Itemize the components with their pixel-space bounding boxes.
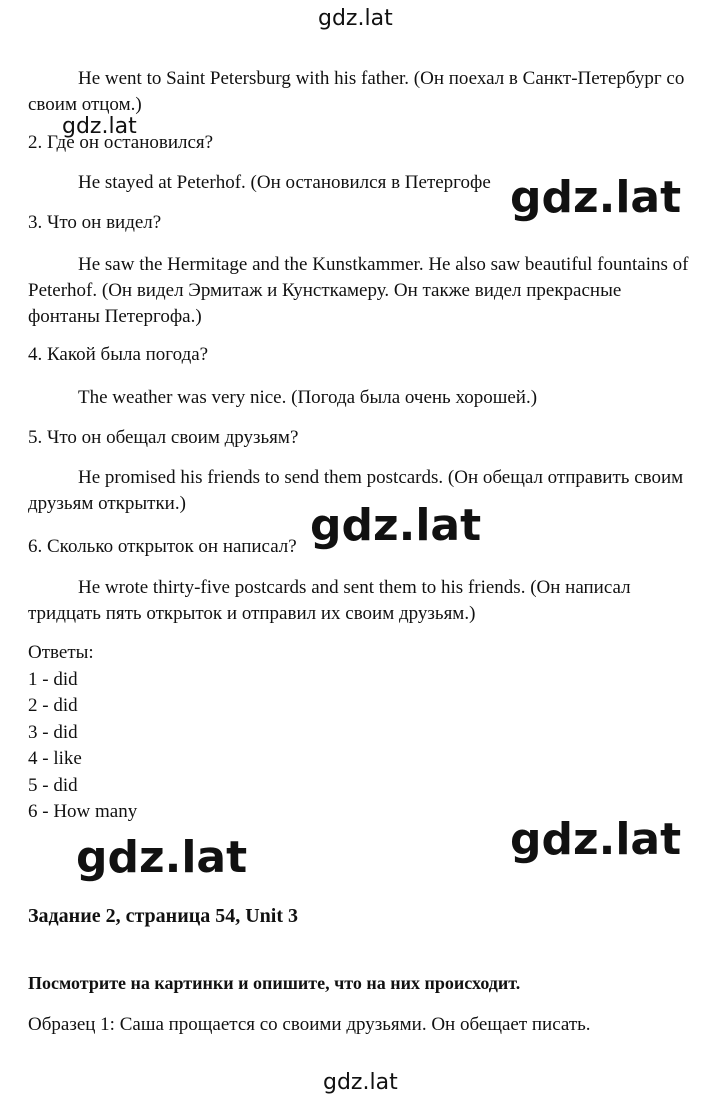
question-2: 2. Где он остановился? bbox=[28, 132, 214, 153]
answer-item: 6 - How many bbox=[28, 801, 138, 822]
answer-item: 1 - did bbox=[28, 668, 78, 690]
watermark-big-3: gdz.lat bbox=[510, 814, 682, 865]
question-6: 6. Сколько открыток он написал? bbox=[28, 536, 297, 557]
watermark-big-4: gdz.lat bbox=[76, 832, 248, 883]
answers-list bbox=[28, 640, 137, 826]
watermark-bottom: gdz.lat bbox=[323, 1070, 398, 1095]
watermark-big-2: gdz.lat bbox=[310, 500, 482, 551]
answer-paragraph-3: He saw the Hermitage and the Kunstkammer. He also saw beautiful fountains of Peterhof. (Он видел Эрмитаж и Кунсткамеру. Он также видел прекрасные фонтаны Петергофа.) bbox=[28, 254, 694, 327]
answer-item: 2 - did bbox=[28, 695, 78, 716]
question-4: 4. Какой была погода? bbox=[28, 344, 209, 365]
task-example: Образец 1: Саша прощается со своими друзьями. Он обещает писать. bbox=[28, 1014, 591, 1035]
answer-item: 5 - did bbox=[28, 774, 78, 796]
answer-item: 4 - like bbox=[28, 748, 82, 769]
task-title: Задание 2, страница 54, Unit 3 bbox=[28, 905, 299, 927]
watermark-top: gdz.lat bbox=[318, 6, 393, 31]
answer-paragraph-1: He went to Saint Petersburg with his father. (Он поехал в Санкт-Петербург со своим отцом.) bbox=[28, 68, 690, 115]
question-5: 5. Что он обещал своим друзьям? bbox=[28, 427, 299, 448]
question-3: 3. Что он видел? bbox=[28, 212, 162, 233]
watermark-small-left: gdz.lat bbox=[62, 114, 137, 139]
watermark-big-1: gdz.lat bbox=[510, 172, 682, 223]
answer-paragraph-5: He promised his friends to send them postcards. (Он обещал отправить своим друзьям открытки.) bbox=[28, 467, 688, 514]
task-instruction: Посмотрите на картинки и опишите, что на них происходит. bbox=[28, 973, 521, 993]
answer-item: 3 - did bbox=[28, 721, 78, 743]
answers-heading: Ответы: bbox=[28, 642, 94, 663]
answer-paragraph-4: The weather was very nice. (Погода была очень хорошей.) bbox=[78, 387, 538, 408]
answer-paragraph-6: He wrote thirty-five postcards and sent them to his friends. (Он написал тридцать пять открыток и отправил их своим друзьям.) bbox=[28, 577, 636, 624]
answer-paragraph-2: He stayed at Peterhof. (Он остановился в Петергофе bbox=[78, 172, 491, 193]
